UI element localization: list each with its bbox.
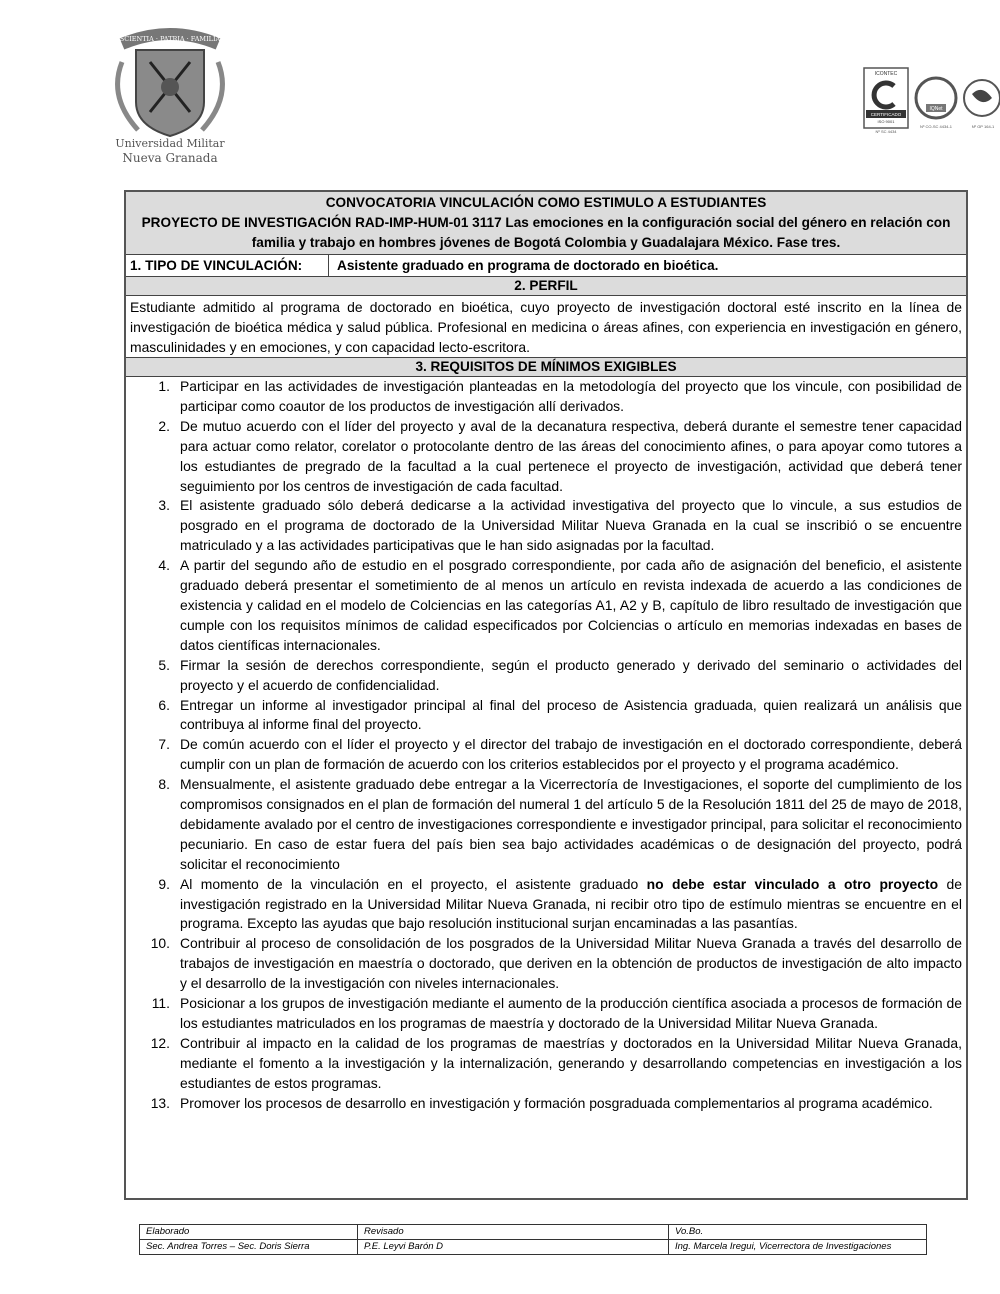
- requisitos-heading: 3. REQUISITOS DE MÍNIMOS EXIGIBLES: [126, 358, 966, 377]
- university-logo: [100, 22, 240, 167]
- document-header: [126, 192, 966, 255]
- cert-number-3: Nº GP 164-1: [971, 124, 995, 129]
- footer-vobo-header: Vo.Bo.: [669, 1225, 927, 1240]
- list-item: 9. Al momento de la vinculación en el proyecto, el asistente graduado no debe estar vinculado a otro proyecto de investigación registrado en la Universidad Militar Nueva Granada, ni recibir otro tipo de estímulo mientras se encuentre en el programa. Excepto las ayudas que bajo resolución institucional surjan encaminadas a las pasantías.: [158, 875, 963, 932]
- cert-label: CERTIFICADO: [870, 112, 902, 117]
- list-item: 4. A partir del segundo año de estudio en el posgrado correspondiente, por cada año de asignación del beneficio, el asistente graduado deberá presentar el sometimiento de al menos un artículo en revista indexada de acuerdo a las condiciones de existencia y calidad en el modelo de Colciencias en las categorías A1, A2 y B, capítulo de libro resultado de investigación que cumple con los requisitos mínimos de calidad especificados por Colciencias o artículo en memorias indexadas en bases de datos científicas internacionales.: [158, 557, 962, 653]
- crest-motto: SCIENTIA · PATRIA · FAMILIA: [119, 35, 221, 43]
- crest-icon: [100, 22, 240, 167]
- list-item: 7. De común acuerdo con el líder el proyecto y el director del trabajo de investigación en el doctorado correspondiente, deberá cumplir con un plan de formación de acuerdo con los criterios establecidos por el proyecto y el programa académico.: [158, 736, 962, 773]
- tipo-vinculacion-value: Asistente graduado en programa de doctorado en bioética.: [337, 258, 719, 273]
- footer-vobo-value: Ing. Marcela Iregui, Vicerrectora de Investigaciones: [669, 1240, 927, 1255]
- document-frame: [124, 190, 968, 1200]
- list-item: 8. Mensualmente, el asistente graduado debe entregar a la Vicerrectoría de Investigaciones, el soporte del cumplimiento de los compromisos consignados en el plan de formación del numeral 1 del artículo 5 de la Resolución 1811 del 25 de mayo de 2018, debidamente avalado por el centro de investigaciones correspondiente e investigador principal, para solicitar el reconocimiento pecuniario. En caso de estar fuera del país bien sea bajo actividades académicas o de designación del proyecto, podrá solicitar el reconocimiento: [158, 776, 962, 872]
- cert-number: Nº SC 4434: [875, 129, 897, 134]
- requisitos-list: [126, 377, 966, 1114]
- perfil-heading: 2. PERFIL: [126, 277, 966, 296]
- list-item: 11. Posicionar a los grupos de investigación mediante el aumento de la producción científica asociada a procesos de formación de los estudiantes matriculados en los programas de maestría y doctorado de la Universidad Militar Nueva Granada.: [151, 995, 962, 1031]
- university-name-line2: Nueva Granada: [122, 151, 218, 165]
- list-item: 1. Participar en las actividades de investigación planteadas en la metodología del proyecto que los vincule, con posibilidad de participar como coautor de los productos de investigación allí derivados.: [158, 378, 962, 414]
- emphasis-text: no debe estar vinculado a otro proyecto: [646, 875, 939, 892]
- list-item: 6. Entregar un informe al investigador principal al final del proceso de Asistencia graduada, quien realizará un análisis que contribuya al informe final del proyecto.: [158, 696, 962, 733]
- certification-logos: [862, 64, 1000, 136]
- footer-revisado-header: Revisado: [358, 1225, 669, 1240]
- table-row: [140, 1225, 927, 1240]
- list-item: 12. Contribuir al impacto en la calidad de los programas de maestrías y doctorados en la Universidad Militar Nueva Granada, mediante el fomento a la investigación y la internalización, generando y desarrollando competencias en investigación a los estudiantes de estos programas.: [150, 1034, 962, 1091]
- list-item: 13. Promover los procesos de desarrollo en investigación y formación posgraduada complementarios al programa académico.: [150, 1094, 933, 1111]
- list-item: 2. De mutuo acuerdo con el líder del proyecto y aval de la decanatura respectiva, deberá durante el semestre tener capacidad para actuar como relator, corelator o protocolante dentro de las áreas del conocimiento afines, o para apoyar como tutores a los estudiantes de pregrado de la facultad a la cual pertenece el proyecto de investigación, actividad que deberá tener seguimiento por los centros de investigación de cada facultad.: [158, 417, 962, 494]
- list-item: 10. Contribuir al proceso de consolidación de los posgrados de la Universidad Militar Nueva Granada a través del desarrollo de trabajos de investigación en maestría o doctorado, que deriven en la obtención de productos de investigación de alto impacto y el desarrollo de la investigación con niveles internacionales.: [150, 935, 962, 992]
- perfil-text: Estudiante admitido al programa de doctorado en bioética, cuyo proyecto de investigación doctoral esté inscrito en la línea de investigación de bioética médica y salud pública. Profesional en medicina o áreas afines, con experiencia en investigación en género, masculinidades y en emociones, y con capacidad lecto-escritora.: [126, 296, 966, 358]
- footer-elaborado-header: Elaborado: [140, 1225, 358, 1240]
- document-title: CONVOCATORIA VINCULACIÓN COMO ESTIMULO A ESTUDIANTES: [325, 195, 767, 210]
- footer-elaborado-value: Sec. Andrea Torres – Sec. Doris Sierra: [140, 1240, 358, 1255]
- project-title: PROYECTO DE INVESTIGACIÓN RAD-IMP-HUM-01 3117 Las emociones en la configuración social del género en relación con familia y trabajo en hombres jóvenes de Bogotá Colombia y Guadalajara México. Fase tres.: [141, 215, 951, 250]
- iqnet-label: IQNet: [929, 106, 943, 112]
- cert-iso: ISO 9001: [877, 119, 895, 124]
- list-item: 3. El asistente graduado sólo deberá dedicarse a la actividad investigativa del proyecto que lo vincule, a sus estudios de posgrado en el programa de doctorado de la Universidad Militar Nueva Granada en la cual se inscribió o se encuentre matriculado y a las actividades participativas que le han sido asignadas por la facultad.: [158, 497, 962, 554]
- list-item: 5. Firmar la sesión de derechos correspondiente, según el producto generado y derivado del seminario o actividades del proyecto y el acuerdo de confidencialidad.: [158, 656, 962, 693]
- university-name-line1: Universidad Militar: [115, 137, 225, 150]
- cert-number-2: Nº CO-SC 4434-1: [920, 124, 952, 129]
- table-row: [140, 1240, 927, 1255]
- approval-table: [139, 1224, 927, 1255]
- certification-badges-icon: [862, 64, 1000, 136]
- tipo-vinculacion-label: 1. TIPO DE VINCULACIÓN:: [126, 255, 329, 276]
- footer-revisado-value: P.E. Leyvi Barón D: [358, 1240, 669, 1255]
- svg-text:ICONTEC: ICONTEC: [874, 71, 898, 77]
- tipo-vinculacion-row: [126, 255, 966, 277]
